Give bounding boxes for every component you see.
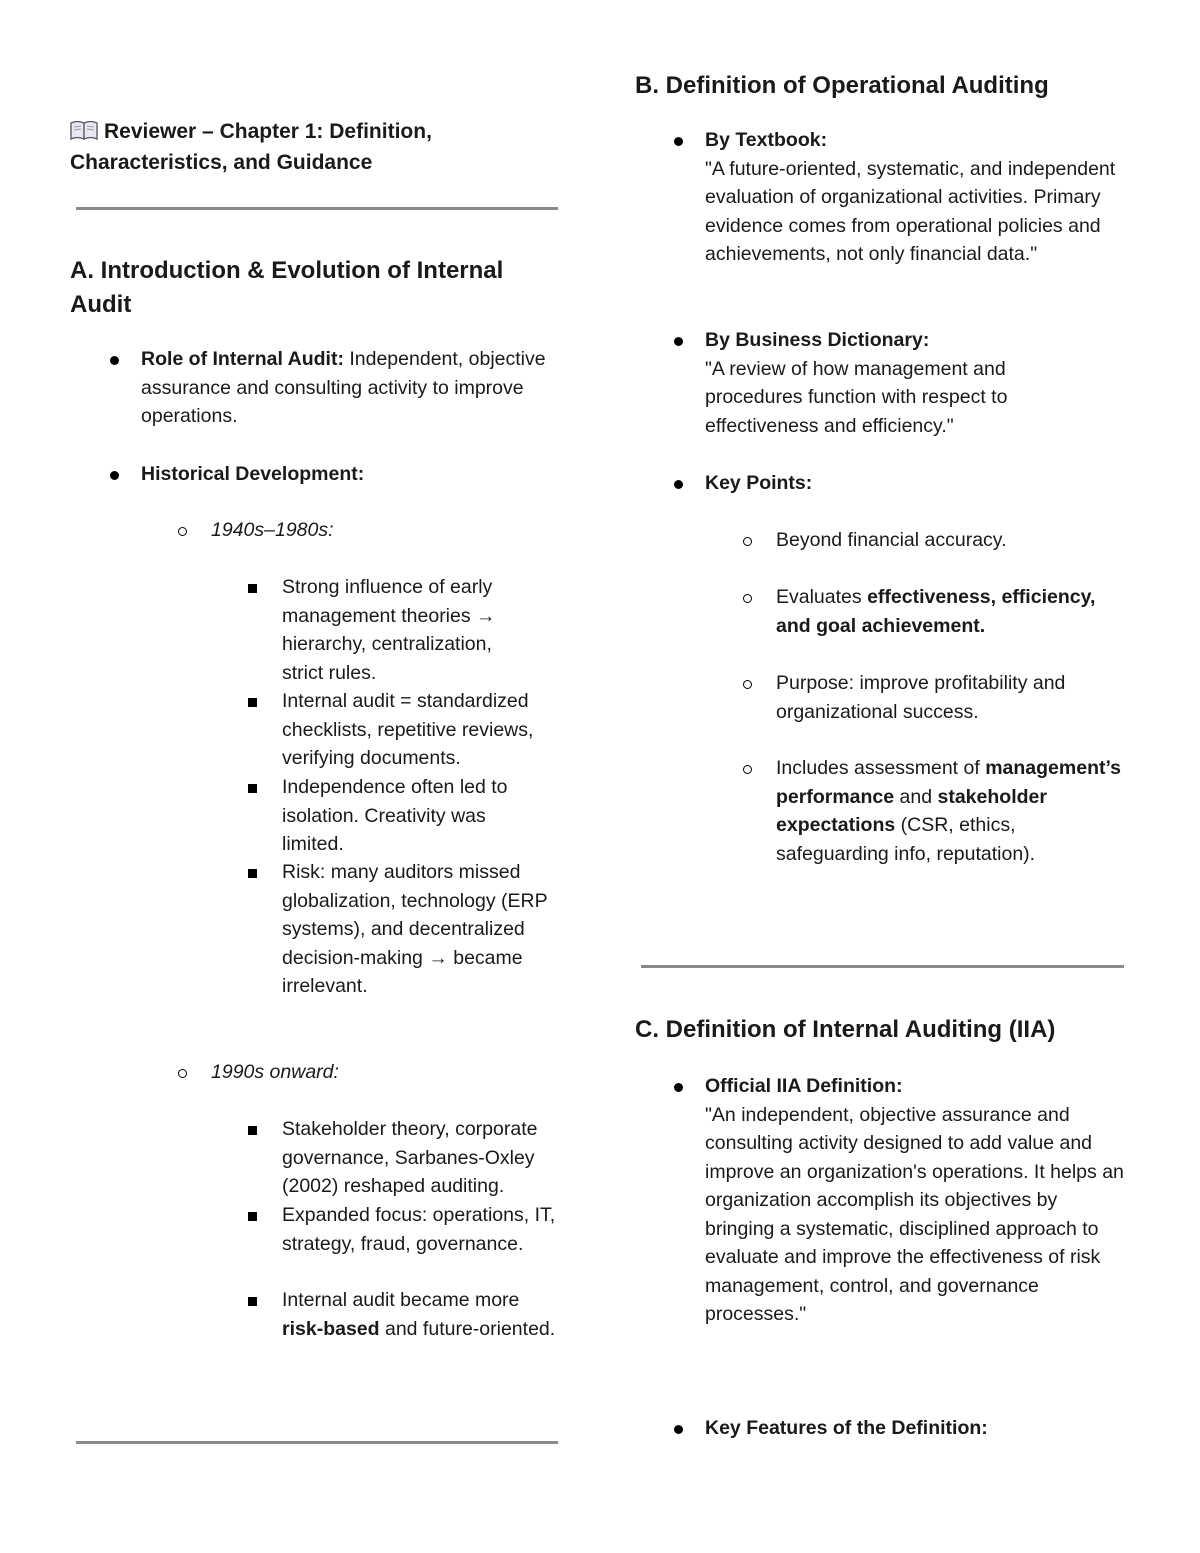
title-line-1: Reviewer – Chapter 1: Definition,: [104, 120, 432, 143]
official-quote: "An independent, objective assurance and consulting activity designed to add value and improve an organization's operations. It helps an organization accomplish its objectives by bringing a systematic, disciplined approach to evaluate and improve the effectiveness of risk management, control, and governance processes.": [705, 1103, 1124, 1325]
era2-point: Stakeholder theory, corporate governance, Sarbanes-Oxley (2002) reshaped auditing.: [282, 1118, 538, 1197]
dictionary-quote: "A review of how management and procedures function with respect to effectiveness and efficiency.": [705, 357, 1008, 437]
sublist-item-era2: [211, 1058, 571, 1087]
list-item-role: [141, 345, 561, 431]
divider: [76, 207, 558, 210]
era1-point: Strong influence of early management theories → hierarchy, centralization, strict rules.: [282, 576, 496, 684]
role-label: Role of Internal Audit:: [141, 348, 344, 370]
bullet-icon: [110, 356, 119, 365]
key-point: [776, 583, 1131, 640]
role-text: Independent, objective assurance and consulting activity to improve operations.: [141, 348, 546, 427]
key-point-text: (CSR, ethics, safeguarding info, reputation).: [776, 814, 1036, 865]
square-bullet-icon: [248, 1212, 257, 1221]
circle-bullet-icon: [178, 1069, 187, 1078]
textbook-quote: "A future-oriented, systematic, and independent evaluation of organizational activities. Primary evidence comes from operational policies and achievements, not only financial data.": [705, 157, 1116, 265]
era2-point: Expanded focus: operations, IT, strategy, fraud, governance.: [282, 1204, 556, 1255]
square-bullet-icon: [248, 869, 257, 878]
circle-bullet-icon: [743, 765, 752, 774]
key-point-text: Evaluates: [776, 586, 868, 608]
era1-point: Risk: many auditors missed globalization, technology (ERP systems), and decentralized decision-making → became irrelevant.: [282, 861, 548, 997]
bullet-icon: [674, 1083, 683, 1092]
dictionary-label: By Business Dictionary:: [705, 329, 930, 351]
square-bullet-icon: [248, 1126, 257, 1135]
section-b-heading: B. Definition of Operational Auditing: [635, 72, 1049, 99]
square-bullet-icon: [248, 698, 257, 707]
divider: [641, 965, 1124, 968]
key-points-label: Key Points:: [705, 472, 813, 494]
key-point: [776, 754, 1121, 868]
key-point-text: Includes assessment of: [776, 757, 986, 779]
list-item-key-points: [705, 469, 1105, 498]
list-item-official-definition: [705, 1072, 1130, 1329]
square-bullet-icon: [248, 784, 257, 793]
era2-label: 1990s onward:: [211, 1061, 339, 1083]
open-book-icon: [70, 120, 98, 140]
sublist-item-era1: [211, 516, 571, 545]
era2-point-risk-based: [282, 1286, 562, 1343]
bullet-icon: [674, 480, 683, 489]
key-features-label: Key Features of the Definition:: [705, 1417, 988, 1439]
bullet-icon: [674, 1425, 683, 1434]
circle-bullet-icon: [743, 594, 752, 603]
official-label: Official IIA Definition:: [705, 1075, 903, 1097]
square-bullet-icon: [248, 1297, 257, 1306]
title-line-2: Characteristics, and Guidance: [70, 151, 373, 174]
bullet-icon: [674, 137, 683, 146]
risk-post: and future-oriented.: [379, 1317, 556, 1340]
circle-bullet-icon: [743, 537, 752, 546]
key-point-bold: management’s performance: [776, 757, 1122, 808]
key-point-text: and: [894, 785, 938, 808]
section-c-heading: C. Definition of Internal Auditing (IIA): [635, 1016, 1056, 1043]
bullet-icon: [110, 471, 119, 480]
circle-bullet-icon: [743, 680, 752, 689]
divider: [76, 1441, 558, 1444]
document-title: [70, 116, 550, 178]
list-item-dictionary: [705, 326, 1105, 440]
era1-point: Internal audit = standardized checklists, repetitive reviews, verifying documents.: [282, 690, 534, 769]
historical-label: Historical Development:: [141, 463, 365, 485]
key-point-bold: effectiveness, efficiency, and goal achievement.: [776, 586, 1096, 637]
textbook-label: By Textbook:: [705, 129, 828, 151]
era1-point: Independence often led to isolation. Creativity was limited.: [282, 776, 508, 855]
section-a-heading: A. Introduction & Evolution of Internal Audit: [70, 257, 504, 318]
bullet-icon: [674, 337, 683, 346]
risk-pre: Internal audit became more: [282, 1289, 520, 1311]
key-point: Purpose: improve profitability and organizational success.: [776, 672, 1066, 723]
key-point: Beyond financial accuracy.: [776, 529, 1007, 551]
list-item-key-features: [705, 1414, 1130, 1443]
key-point-bold: stakeholder expectations: [776, 785, 1047, 836]
era1-label: 1940s–1980s:: [211, 519, 334, 541]
circle-bullet-icon: [178, 527, 187, 536]
square-bullet-icon: [248, 584, 257, 593]
list-item-textbook: [705, 126, 1130, 269]
list-item-historical: [141, 460, 561, 489]
risk-bold: risk-based: [282, 1317, 380, 1340]
